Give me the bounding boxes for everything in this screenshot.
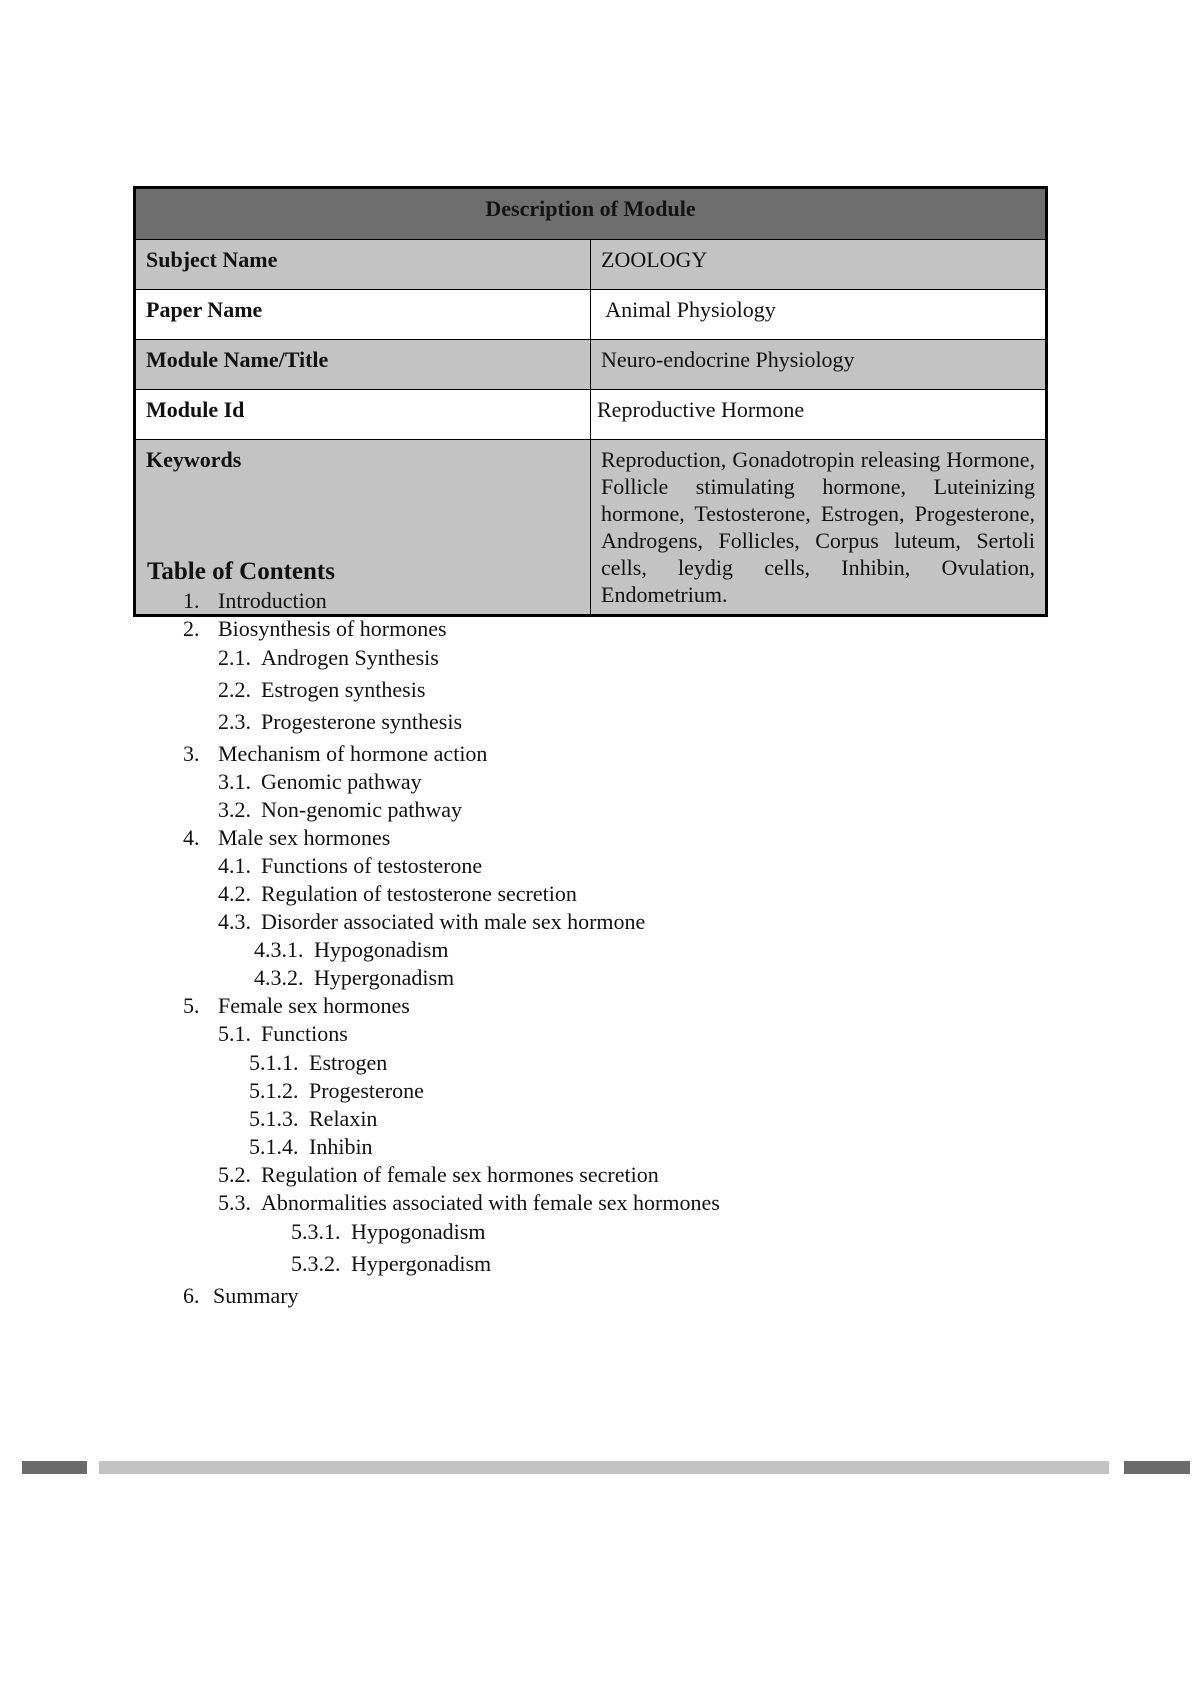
toc-number: 5.3. — [218, 1190, 251, 1215]
toc-number: 5.3.2. — [291, 1251, 341, 1276]
toc-number: 5.2. — [218, 1162, 251, 1187]
toc-text: Male sex hormones — [218, 825, 391, 850]
toc-number: 3.2. — [218, 797, 251, 822]
toc-text: Relaxin — [309, 1106, 378, 1131]
toc-number: 2.3. — [218, 709, 251, 734]
toc-number: 5.1.3. — [249, 1106, 299, 1131]
toc-item — [183, 741, 487, 767]
toc-item — [291, 1219, 485, 1245]
toc-text: Introduction — [218, 588, 327, 613]
toc-text: Hypogonadism — [351, 1219, 486, 1244]
toc-number: 5.3.1. — [291, 1219, 341, 1244]
toc-text: Hypergonadism — [351, 1251, 492, 1276]
toc-text: Mechanism of hormone action — [218, 741, 488, 766]
toc-text: Progesterone — [309, 1078, 424, 1103]
toc-title: Table of Contents — [147, 558, 335, 585]
toc-item — [218, 1190, 720, 1216]
toc-item — [249, 1050, 387, 1076]
toc-item — [291, 1251, 491, 1277]
footer-bar-right — [1124, 1461, 1190, 1474]
toc-number: 1. — [183, 588, 200, 613]
toc-item — [254, 937, 448, 963]
toc-text: Hypergonadism — [314, 965, 455, 990]
keywords-value: Reproduction, Gonadotropin releasing Hormone, Follicle stimulating hormone, Luteinizing hormone, Testosterone, Estrogen, Progesterone, Androgens, Follicles, Corpus luteum, Sertoli cells, leydig cells, Inhibin, Ovulation, Endometrium. — [591, 440, 1047, 616]
toc-number: 5.1.1. — [249, 1050, 299, 1075]
toc-text: Estrogen — [309, 1050, 388, 1075]
toc-number: 4.3. — [218, 909, 251, 934]
toc-number: 4.2. — [218, 881, 251, 906]
toc-number: 5.1.2. — [249, 1078, 299, 1103]
row-label: Module Name/Title — [135, 340, 591, 390]
toc-item — [249, 1078, 424, 1104]
toc-item — [218, 909, 645, 935]
toc-number: 3. — [183, 741, 200, 766]
toc-item — [183, 825, 390, 851]
toc-text: Hypogonadism — [314, 937, 449, 962]
toc-text: Inhibin — [309, 1134, 373, 1159]
toc-text: Functions — [261, 1021, 348, 1046]
toc-item — [218, 853, 482, 879]
toc-number: 6. — [183, 1283, 200, 1308]
row-label: Module Id — [135, 390, 591, 440]
toc-item — [218, 769, 422, 795]
toc-text: Genomic pathway — [261, 769, 422, 794]
toc-number: 2.1. — [218, 645, 251, 670]
row-label: Keywords — [135, 440, 591, 616]
toc-item — [218, 1162, 659, 1188]
row-label: Subject Name — [135, 240, 591, 290]
footer-bar-left — [22, 1461, 87, 1474]
toc-item — [218, 709, 462, 735]
table-header: Description of Module — [135, 188, 1047, 240]
toc-number: 5.1. — [218, 1021, 251, 1046]
toc-text: Functions of testosterone — [261, 853, 483, 878]
footer-bar-middle — [99, 1461, 1109, 1474]
toc-number: 3.1. — [218, 769, 251, 794]
toc-text: Estrogen synthesis — [261, 677, 426, 702]
toc-number: 4.3.1. — [254, 937, 304, 962]
row-value: Reproductive Hormone — [591, 390, 1047, 440]
toc-number: 5. — [183, 993, 200, 1018]
toc-text: Non-genomic pathway — [261, 797, 462, 822]
toc-text: Female sex hormones — [218, 993, 410, 1018]
toc-text: Summary — [213, 1283, 299, 1308]
toc-text: Disorder associated with male sex hormone — [261, 909, 646, 934]
toc-number: 5.1.4. — [249, 1134, 299, 1159]
toc-number: 2.2. — [218, 677, 251, 702]
toc-item — [218, 881, 577, 907]
toc-text: Biosynthesis of hormones — [218, 616, 447, 641]
toc-text: Regulation of female sex hormones secretion — [261, 1162, 659, 1187]
toc-item — [183, 616, 447, 642]
toc-item — [249, 1106, 377, 1132]
toc-item — [218, 677, 425, 703]
toc-item — [218, 1021, 348, 1047]
toc-item — [254, 965, 454, 991]
row-value: Animal Physiology — [591, 290, 1047, 340]
toc-item — [249, 1134, 373, 1160]
toc-text: Abnormalities associated with female sex hormones — [261, 1190, 720, 1215]
toc-text: Progesterone synthesis — [261, 709, 463, 734]
toc-number: 2. — [183, 616, 200, 641]
toc-text: Regulation of testosterone secretion — [261, 881, 577, 906]
toc-number: 4.3.2. — [254, 965, 304, 990]
row-value: ZOOLOGY — [591, 240, 1047, 290]
toc-item — [183, 588, 327, 614]
row-label: Paper Name — [135, 290, 591, 340]
toc-number: 4.1. — [218, 853, 251, 878]
toc-text: Androgen Synthesis — [261, 645, 439, 670]
toc-item — [218, 797, 462, 823]
toc-item — [218, 645, 439, 671]
toc-item — [183, 993, 410, 1019]
toc-item — [183, 1283, 299, 1309]
row-value: Neuro-endocrine Physiology — [591, 340, 1047, 390]
toc-number: 4. — [183, 825, 200, 850]
